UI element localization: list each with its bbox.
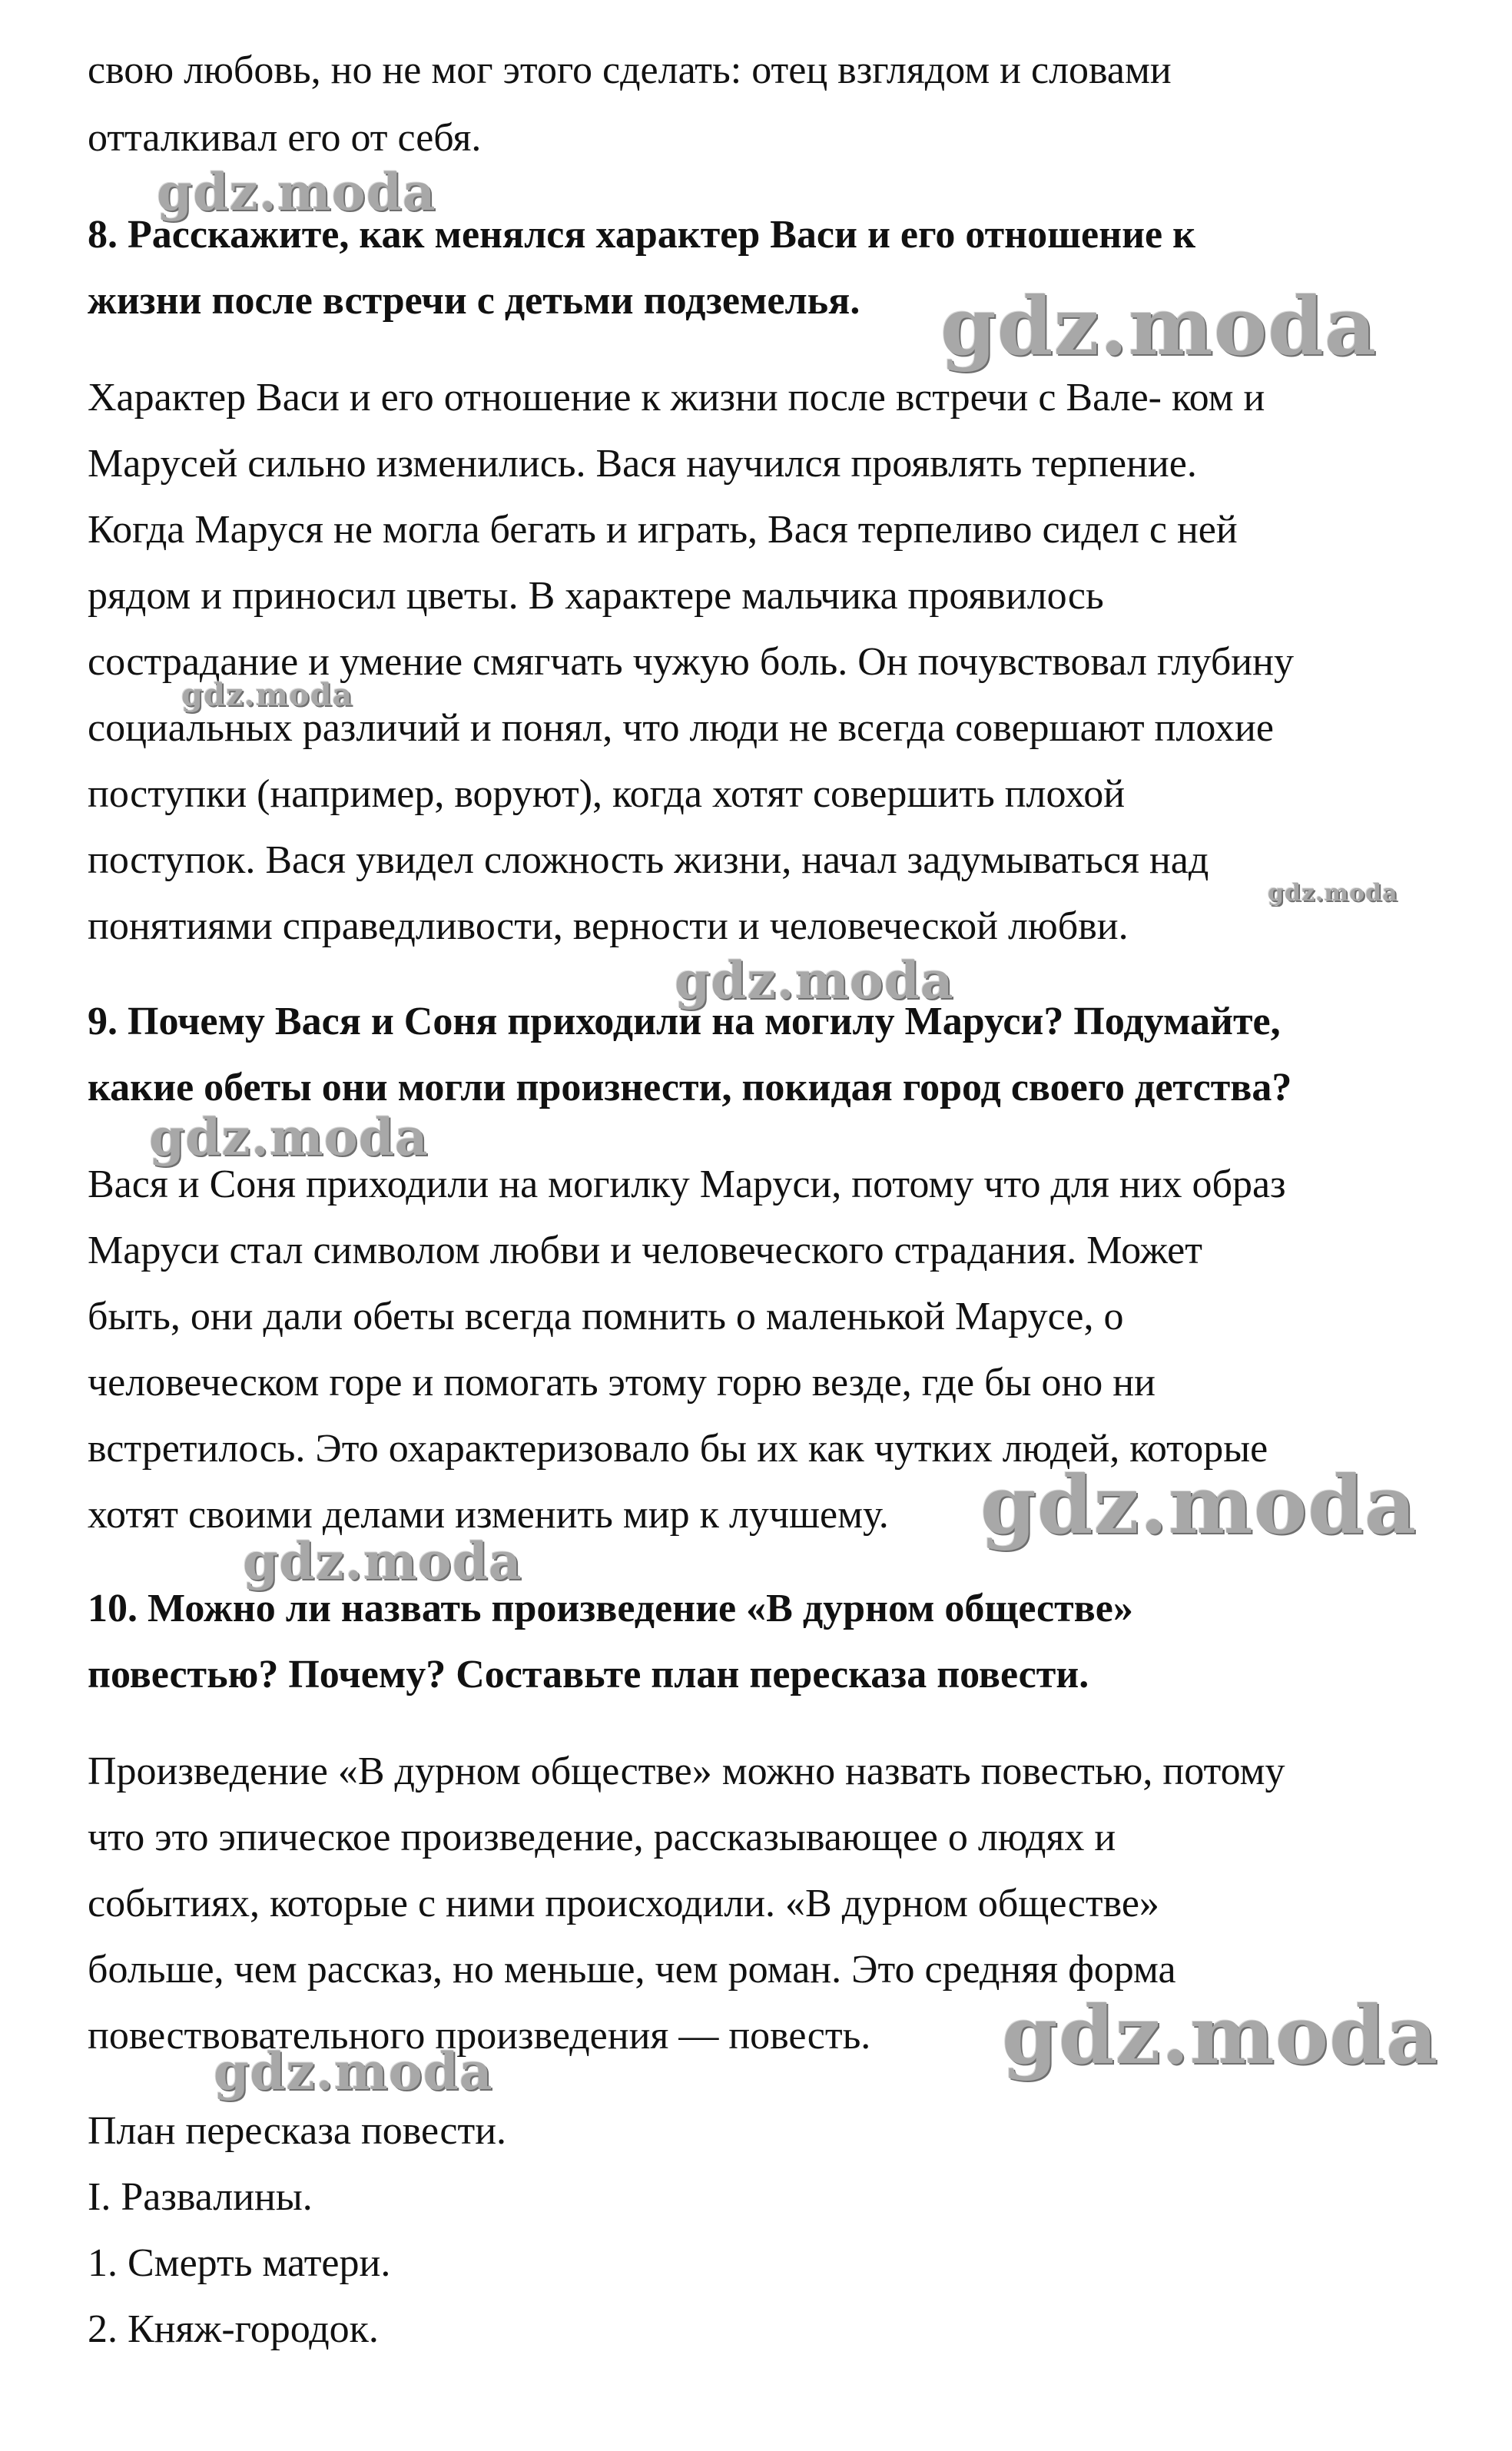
text-line: социальных различий и понял, что люди не всегда совершают плохие (88, 706, 1274, 750)
text-line: Маруси стал символом любви и человеческого страдания. Может (88, 1229, 1202, 1272)
question-10-heading: повестью? Почему? Составьте план пересказа повести. (88, 1653, 1089, 1696)
watermark: gdz.moda (181, 677, 353, 713)
text-line: Произведение «В дурном обществе» можно назвать повестью, потому (88, 1750, 1285, 1793)
text-line: событиях, которые с ними происходили. «В дурном обществе» (88, 1882, 1159, 1925)
text-line: хотят своими делами изменить мир к лучшему. (88, 1493, 889, 1537)
watermark: gdz.moda (980, 1458, 1418, 1552)
text-line: сострадание и умение смягчать чужую боль. Он почувствовал глубину (88, 640, 1294, 684)
plan-item: 1. Смерть матери. (88, 2241, 391, 2285)
watermark: gdz.moda (157, 162, 436, 222)
question-8-heading: 8. Расскажите, как менялся характер Васи и его отношение к (88, 213, 1196, 257)
question-9-heading: какие обеты они могли произнести, покидая город своего детства? (88, 1066, 1292, 1109)
watermark: gdz.moda (940, 279, 1378, 373)
watermark: gdz.moda (675, 950, 954, 1010)
text-line: отталкивал его от себя. (88, 116, 482, 160)
watermark: gdz.moda (243, 1531, 522, 1591)
text-line: что это эпическое произведение, рассказывающее о людях и (88, 1816, 1116, 1859)
text-line: человеческом горе и помогать этому горю везде, где бы оно ни (88, 1361, 1156, 1405)
plan-item: 2. Княж-городок. (88, 2307, 379, 2351)
question-8-heading: жизни после встречи с детьми подземелья. (88, 279, 860, 323)
watermark: gdz.moda (214, 2041, 493, 2101)
question-9-heading: 9. Почему Вася и Соня приходили на могилу Маруси? Подумайте, (88, 1000, 1281, 1043)
watermark: gdz.moda (149, 1107, 429, 1167)
text-line: встретилось. Это охарактеризовало бы их как чутких людей, которые (88, 1427, 1268, 1471)
text-line: повествовательного произведения — повесть. (88, 2014, 871, 2058)
text-line: поступок. Вася увидел сложность жизни, начал задумываться над (88, 838, 1209, 882)
text-line: свою любовь, но не мог этого сделать: отец взглядом и словами (88, 48, 1172, 92)
text-line: Марусей сильно изменились. Вася научился проявлять терпение. (88, 442, 1197, 486)
watermark: gdz.moda (1002, 1988, 1439, 2082)
text-line: Характер Васи и его отношение к жизни после встречи с Вале- ком и (88, 376, 1265, 420)
plan-title: План пересказа повести. (88, 2109, 507, 2153)
watermark: gdz.moda (1268, 880, 1398, 907)
text-line: понятиями справедливости, верности и человеческой любви. (88, 904, 1129, 948)
text-line: больше, чем рассказ, но меньше, чем роман. Это средняя форма (88, 1948, 1176, 1992)
text-line: поступки (например, воруют), когда хотят совершить плохой (88, 772, 1126, 816)
text-line: быть, они дали обеты всегда помнить о маленькой Марусе, о (88, 1295, 1124, 1338)
text-line: Вася и Соня приходили на могилку Маруси, потому что для них образ (88, 1162, 1286, 1206)
plan-item: I. Развалины. (88, 2175, 313, 2219)
question-10-heading: 10. Можно ли назвать произведение «В дурном обществе» (88, 1587, 1133, 1630)
text-line: рядом и приносил цветы. В характере мальчика проявилось (88, 574, 1104, 618)
text-line: Когда Маруся не могла бегать и играть, Вася терпеливо сидел с ней (88, 508, 1238, 552)
